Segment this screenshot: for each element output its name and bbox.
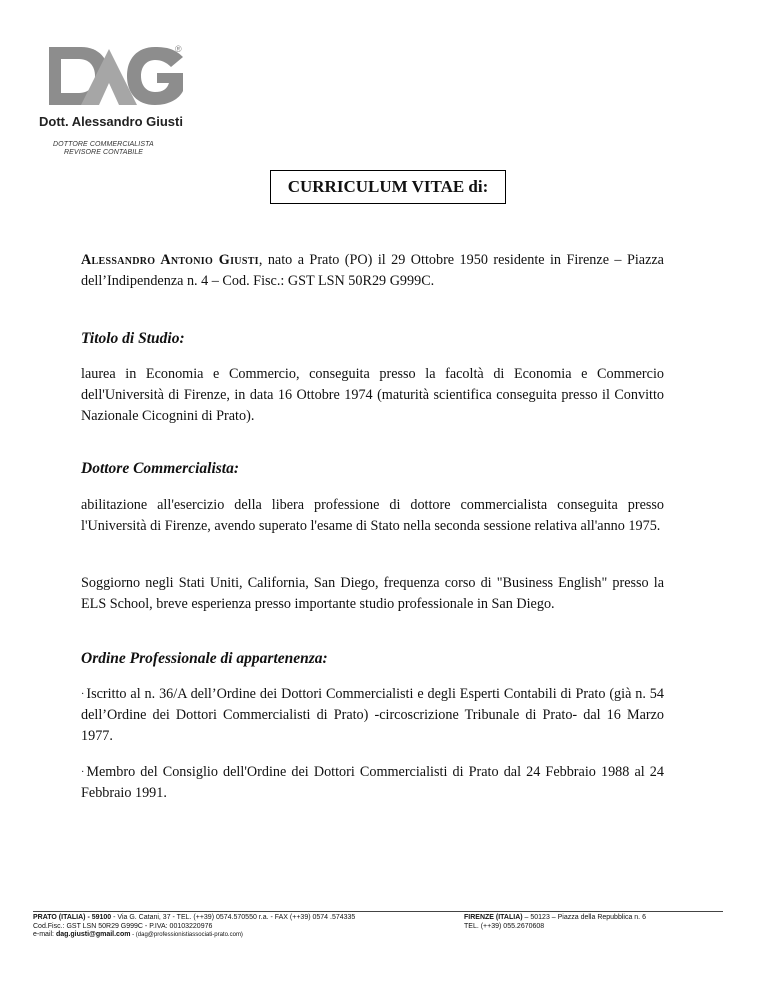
footer-firenze-city: FIRENZE (ITALIA) (464, 914, 523, 921)
footer-email-label: e-mail: (33, 931, 56, 938)
list-item-iscritto (81, 684, 664, 747)
list-item-membro (81, 762, 664, 804)
header-name: Dott. Alessandro Giusti (39, 114, 183, 129)
footer-email-link[interactable]: dag.giusti@gmail.com (55, 931, 131, 938)
footer-firenze-address: – 50123 – Piazza della Repubblica n. 6 (522, 914, 646, 921)
document-title: CURRICULUM VITAE di: (270, 170, 506, 204)
footer-divider (33, 911, 723, 912)
heading-dottore-commercialista: Dottore Commercialista: (81, 460, 240, 477)
paragraph-soggiorno: Soggiorno negli Stati Uniti, California, San Diego, frequenza corso di "Business English" presso la ELS School, breve esperienza presso importante studio professionale in San Diego. (81, 575, 664, 612)
intro-text: , nato a Prato (PO) il 29 Ottobre 1950 residente in Firenze – Piazza dell’Indipendenza n. 4 – Cod. Fisc.: GST LSN 50R29 G999C. (81, 252, 664, 289)
bullet-glyph: · (81, 689, 85, 700)
header-subtitle-2: REVISORE CONTABILE (64, 149, 144, 156)
paragraph-titolo-di-studio: laurea in Economia e Commercio, conseguita presso la facoltà di Economia e Commercio dell'Università di Firenze, in data 16 Ottobre 1974 (maturità scientifica conseguita presso il Convitto Nazionale Cicognini di Prato). (81, 366, 664, 424)
footer-email-alt: - (dag@professionistiassociati-prato.com) (130, 932, 243, 938)
list-item-text: Membro del Consiglio dell'Ordine dei Dottori Commercialisti di Prato dal 24 Febbraio 1988 al 24 Febbraio 1991. (81, 764, 664, 801)
bullet-glyph: · (81, 767, 85, 778)
dag-logo (47, 43, 187, 109)
paragraph-abilitazione: abilitazione all'esercizio della libera professione di dottore commercialista conseguita presso l'Università di Firenze, avendo superato l'esame di Stato nella seconda sessione relativa all'anno 1975. (81, 497, 664, 534)
heading-titolo-di-studio: Titolo di Studio: (81, 330, 185, 347)
list-item-text: Iscritto al n. 36/A dell’Ordine dei Dottori Commercialisti e degli Esperti Contabili di Prato (già n. 54 dell’Ordine dei Dottori Commercialisti di Prato) -circoscrizione Tribunale di Prato- dal 16 Marzo 1977. (81, 686, 664, 744)
footer-prato-city: PRATO (ITALIA) - 59100 (33, 914, 112, 921)
footer-fiscal-info: Cod.Fisc.: GST LSN 50R29 G999C - P.IVA: 00103220976 (33, 922, 213, 930)
header-subtitle-1: DOTTORE COMMERCIALISTA (53, 141, 154, 148)
heading-ordine-professionale: Ordine Professionale di appartenenza: (81, 650, 328, 667)
footer-prato-address: - Via G. Catani, 37 - TEL. (++39) 0574.570550 r.a. - FAX (++39) 0574 .574335 (111, 914, 356, 921)
registered-mark: ® (175, 44, 182, 54)
footer-firenze (464, 914, 646, 931)
footer-prato (33, 914, 355, 940)
footer-firenze-phone: TEL. (++39) 055.2670608 (464, 922, 545, 930)
person-name: Alessandro Antonio Giusti (81, 252, 259, 268)
intro-paragraph (81, 250, 664, 292)
